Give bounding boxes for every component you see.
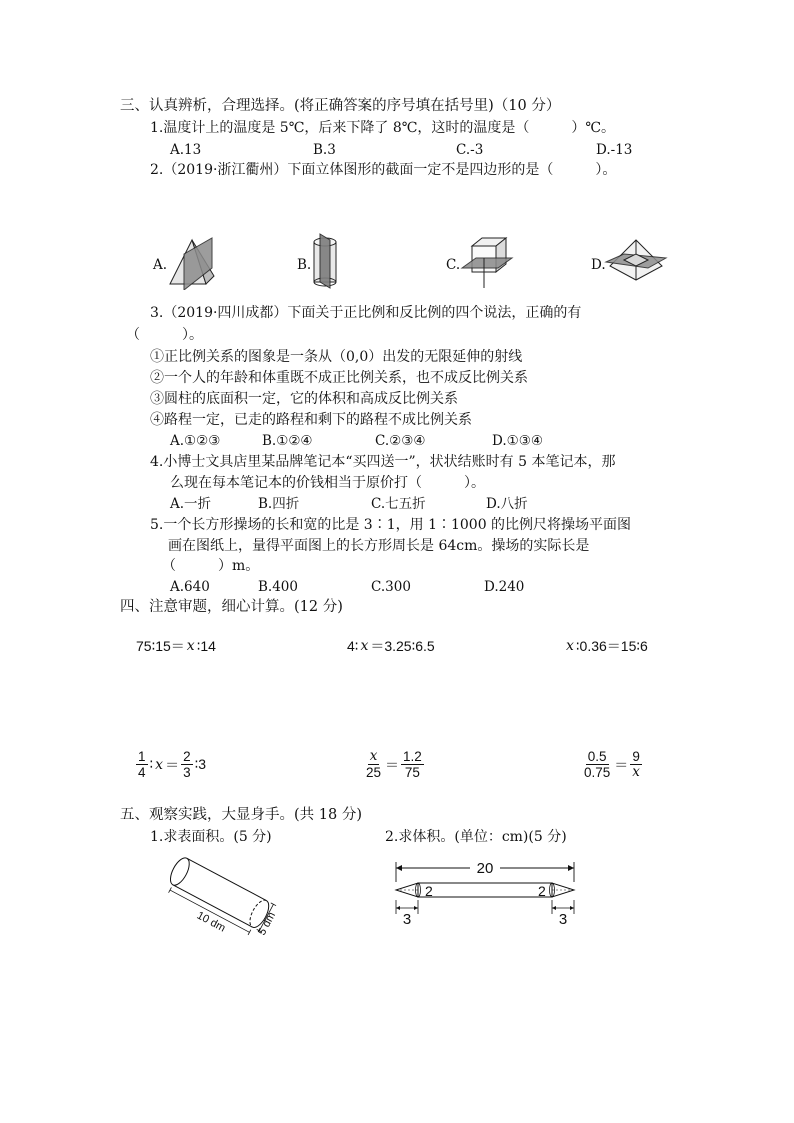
q5-stem-line1: 5.一个长方形操场的长和宽的比是 3∶1，用 1∶1000 的比例尺将操场平面图 [150, 517, 632, 533]
q2-label-b: B. [297, 257, 312, 273]
cube-section-figure [460, 234, 514, 290]
q1-option-d: D.-13 [596, 142, 633, 158]
equation-5: $\frac{x}{25}$ ＝ $\frac{1.2}{75}$ [366, 748, 422, 780]
q5-stem-line3: （ ）m。 [162, 558, 260, 574]
problem-2-label: 2.求体积。(单位：cm)(5 分) [385, 829, 567, 845]
q5-option-b: B.400 [258, 579, 298, 595]
equation-2: 4∶ x ＝3.25∶6.5 [347, 637, 435, 654]
q3-stem-line1: 3.（2019·四川成都）下面关于正比例和反比例的四个说法，正确的有 [150, 305, 582, 321]
q2-label-d: D. [591, 257, 606, 273]
q2-label-a: A. [153, 257, 168, 273]
q3-option-a: A.①②③ [170, 433, 221, 449]
q3-option-c: C.②③④ [375, 433, 426, 449]
section-5-title: 五、观察实践，大显身手。(共 18 分) [120, 807, 362, 823]
right-cone-height-label: 3 [558, 911, 568, 928]
q1-option-c: C.-3 [456, 142, 484, 158]
cylinder-length-label: 10 dm [194, 909, 228, 935]
q4-option-a: A.一折 [170, 496, 212, 512]
section-4-title: 四、注意审题，细心计算。(12 分) [120, 599, 343, 615]
q3-statement-3: ③圆柱的底面积一定，它的体积和高成反比例关系 [150, 391, 458, 407]
q3-stem-line2: （ ）。 [126, 327, 203, 343]
q4-stem-line2: 么现在每本笔记本的价钱相当于原价打（ ）。 [170, 475, 485, 491]
equation-6: $\frac{0.5}{0.75}$ ＝ $\frac{9}{x}$ [584, 749, 640, 780]
q3-option-b: B.①②④ [262, 433, 313, 449]
cylinder-diameter-label: 5 dm [256, 910, 279, 938]
q1-stem: 1.温度计上的温度是 5℃，后来下降了 8℃，这时的温度是（ ）℃。 [150, 120, 616, 136]
equation-3: x ∶0.36＝15∶6 [566, 638, 648, 654]
left-cone-height-label: 3 [402, 911, 412, 928]
cylinder-with-cones-figure [388, 858, 588, 928]
q2-label-c: C. [446, 257, 461, 273]
equation-1: 75∶15＝ x ∶14 [136, 637, 216, 654]
q3-statement-1: ①正比例关系的图象是一条从（0,0）出发的无限延伸的射线 [150, 349, 523, 365]
q5-option-a: A.640 [170, 579, 210, 595]
pyramid-section-figure [166, 232, 218, 290]
q3-statement-2: ②一个人的年龄和体重既不成正比例关系，也不成反比例关系 [150, 370, 528, 386]
q3-option-d: D.①③④ [492, 433, 543, 449]
cylinder-figure [160, 848, 290, 940]
q1-option-b: B.3 [313, 142, 336, 158]
q5-option-d: D.240 [484, 579, 525, 595]
section-3-title: 三、认真辨析，合理选择。(将正确答案的序号填在括号里)（10 分） [120, 98, 561, 114]
problem-1-label: 1.求表面积。(5 分) [150, 829, 272, 845]
left-radius-label: 2 [425, 883, 433, 899]
q4-option-b: B.四折 [258, 496, 300, 512]
q4-option-d: D.八折 [486, 496, 528, 512]
equation-4: $\frac{1}{4}$ ∶ x ＝ $\frac{2}{3}$ ∶3 [138, 749, 207, 780]
square-pyramid-section-figure [604, 236, 668, 284]
q4-stem-line1: 4.小博士文具店里某品牌笔记本“买四送一”，状状结账时有 5 本笔记本，那 [150, 454, 616, 470]
right-radius-label: 2 [538, 883, 546, 899]
cylinder-section-figure [308, 232, 344, 290]
q4-option-c: C.七五折 [371, 496, 426, 512]
q1-option-a: A.13 [170, 142, 202, 158]
total-length-label: 20 [476, 860, 494, 877]
q2-stem: 2.（2019·浙江衢州）下面立体图形的截面一定不是四边形的是（ ）。 [150, 162, 617, 178]
q5-stem-line2: 画在图纸上，量得平面图上的长方形周长是 64cm。操场的实际长是 [168, 538, 590, 554]
q3-statement-4: ④路程一定，已走的路程和剩下的路程不成比例关系 [150, 412, 472, 428]
q5-option-c: C.300 [371, 579, 411, 595]
